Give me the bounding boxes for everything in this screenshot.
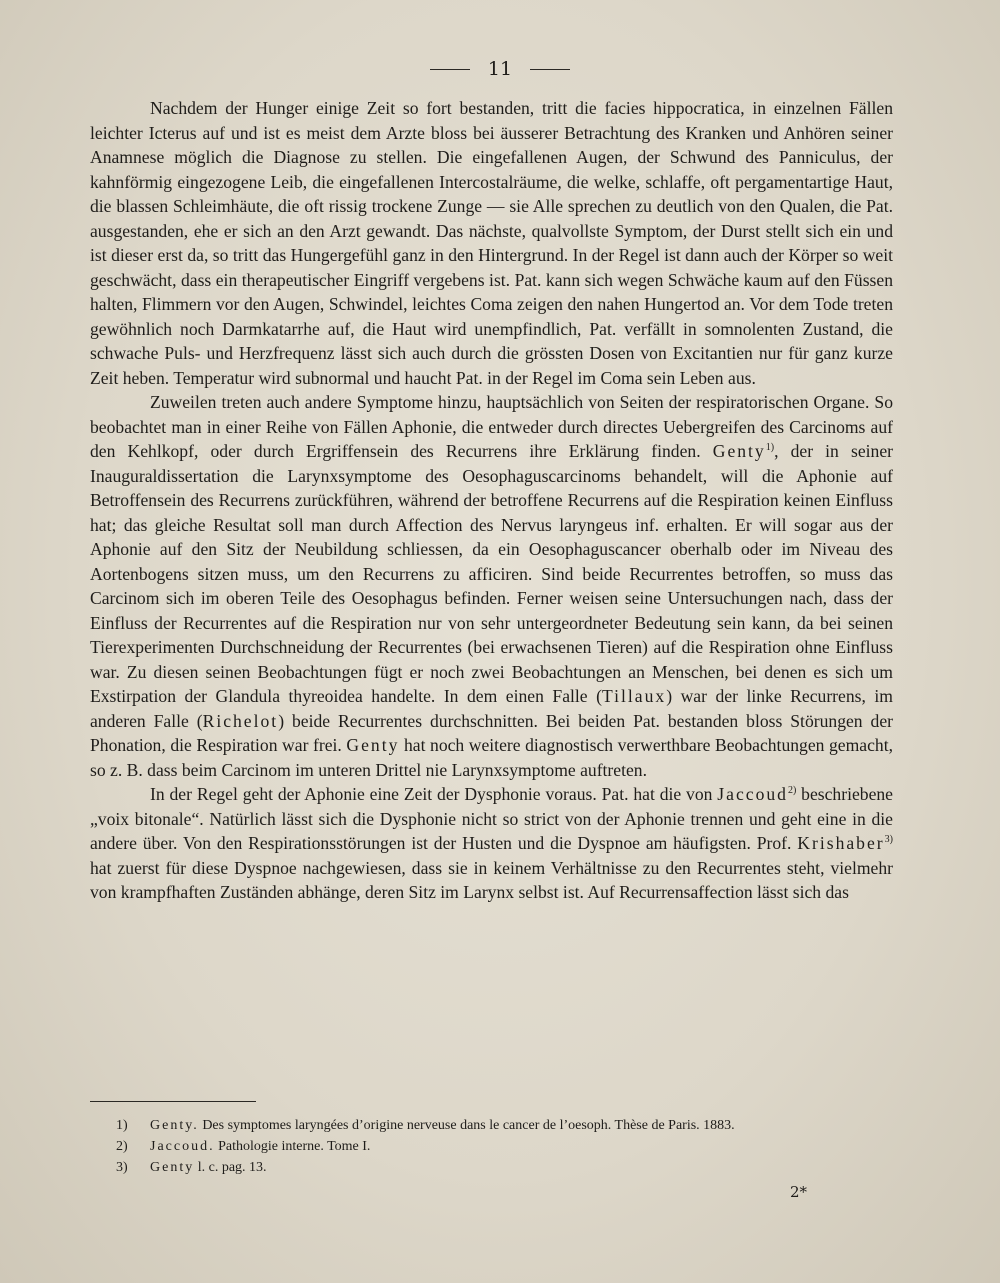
footnote-number: 3) [116,1160,128,1175]
author-name: Richelot [202,710,279,731]
body-text [90,96,893,905]
footnote-text: l. c. pag. 13. [194,1160,267,1175]
footnote-1 [116,1115,910,1136]
author-name: Tillaux [602,686,667,706]
footnote-author: Genty [150,1160,195,1175]
footnote-author: Jaccoud. [150,1139,215,1154]
page-header [0,58,1000,80]
author-name: Genty [712,441,766,461]
footnote-number: 1) [116,1118,128,1133]
paragraph-2: Zuweilen treten auch andere Symptome hinzu, hauptsächlich von Seiten der respiratorischen Organe. So beobachtet man in einer Reihe von Fällen Aphonie, die entweder durch directes Uebergreifen des Carcinoms auf den Kehlkopf, oder durch Ergriffensein des Recurrens ihre Erklärung finden. Genty$^{1)}$, der in seiner Inauguraldissertation die Larynxsymptome des Oesophaguscarcinoms behandelt, will die Aphonie auf Betroffensein des Recurrens zurückführen, während der betroffene Recurrens auf die Respiration keinen Einfluss hat; das gleiche Resultat soll man durch Affection des Nervus laryngeus inf. erhalten. Er will sogar aus der Aphonie auf den Sitz der Neubildung schliessen, da ein Oesophaguscancer oberhalb oder im Niveau des Aortenbogens sitzen muss, um den Recurrens zu afficiren. Sind beide Recurrentes betroffen, so muss das Carcinom sich im oberen Teile des Oesophagus befinden. Ferner weisen seine Untersuchungen nach, dass der Einfluss der Recurrentes auf die Respiration nur von sehr untergeordneter Bedeutung sein kann, da bei seinen Tierexperimenten Durchschneidung der Recurrentes (bei erwachsenen Tieren) auf die Respiration ohne Einfluss war. Zu diesen seinen Beobachtungen fügt er noch zwei Beobachtungen an Menschen, bei denen es sich um Exstirpation der Glandula thyreoidea handelte. In dem einen Falle (Tillaux) war der linke Recurrens, im anderen Falle (Richelot) beide Recurrentes durchschnitten. Bei beiden Pat. bestanden bloss Störungen der Phonation, die Respiration war frei. Genty hat noch weitere diagnostisch verwerthbare Beobachtungen gemacht, so z. B. dass beim Carcinom im unteren Drittel nie Larynxsymptome auftreten. [90,392,894,780]
footnote-2 [116,1136,910,1157]
footnote-ref: 1) [765,442,775,454]
paragraph-3: In der Regel geht der Aphonie eine Zeit der Dysphonie voraus. Pat. hat die von Jaccoud$^{2)}$ beschriebene „voix bitonale“. Natürlich lässt sich die Dysphonie nicht so strict von der Aphonie trennen und geht eine in die andere über. Von den Respirationsstörungen ist der Husten und die Dyspnoe am häufigsten. Prof. Krishaber$^{3)}$ hat zuerst für diese Dyspnoe nachgewiesen, dass sie in keinem Verhältnisse zu den Recurrentes steht, vielmehr von krampfhaften Zuständen abhänge, deren Sitz im Larynx selbst ist. Auf Recurrensaffection lässt sich das [90,784,893,902]
signature-mark: 2* [790,1183,808,1201]
header-dash-left [430,69,470,70]
author-name: Krishaber [797,833,885,853]
footnote-ref: 3) [884,834,893,846]
footnote-ref: 2) [787,785,797,797]
author-name: Genty [346,735,400,755]
footnote-text: Des symptomes laryngées d’origine nerveuse dans le cancer de l’oesoph. Thèse de Paris. 1883. [198,1118,735,1133]
footnote-author: Genty. [150,1118,199,1133]
footnote-rule [90,1101,256,1102]
paragraph-1: Nachdem der Hunger einige Zeit so fort bestanden, tritt die facies hippocratica, in einzelnen Fällen leichter Icterus auf und ist es meist dem Arzte bloss bei äusserer Betrachtung des Kranken und Anhören seiner Anamnese möglich die Diagnose zu stellen. Die eingefallenen Augen, der Schwund des Panniculus, der kahnförmig eingezogene Leib, die eingefallenen Intercostalräume, die welke, schlaffe, oft pergamentartige Haut, die blassen Schleimhäute, die oft rissig trockene Zunge — sie Alle sprechen zu deutlich von den Qualen, die Pat. ausgestanden, ehe er sich an den Arzt gewandt. Das nächste, qualvollste Symptom, der Durst stellt sich ein und ist dieser erst da, so tritt das Hungergefühl ganz in den Hintergrund. In der Regel ist dann auch der Körper so weit geschwächt, dass ein therapeutischer Eingriff vergebens ist. Pat. kann sich wegen Schwäche kaum auf den Füssen halten, Flimmern vor den Augen, Schwindel, leichtes Coma zeigen den nahen Hungertod an. Vor dem Tode treten gewöhnlich noch Darmkatarrhe auf, die Haut wird unempfindlich, Pat. verfällt in somnolenten Zustand, die schwache Puls- und Herzfrequenz lässt sich auch durch die grössten Dosen von Excitantien nur für ganz kurze Zeit heben. Temperatur wird subnormal und haucht Pat. in der Regel im Coma sein Leben aus. [90,98,893,388]
page-number: 11 [487,58,513,80]
footnotes [116,1115,910,1178]
footnote-number: 2) [116,1139,128,1154]
author-name: Jaccoud [717,784,788,804]
footnote-text: Pathologie interne. Tome I. [214,1139,371,1154]
header-dash-right [530,69,570,70]
footnote-3 [116,1157,910,1178]
